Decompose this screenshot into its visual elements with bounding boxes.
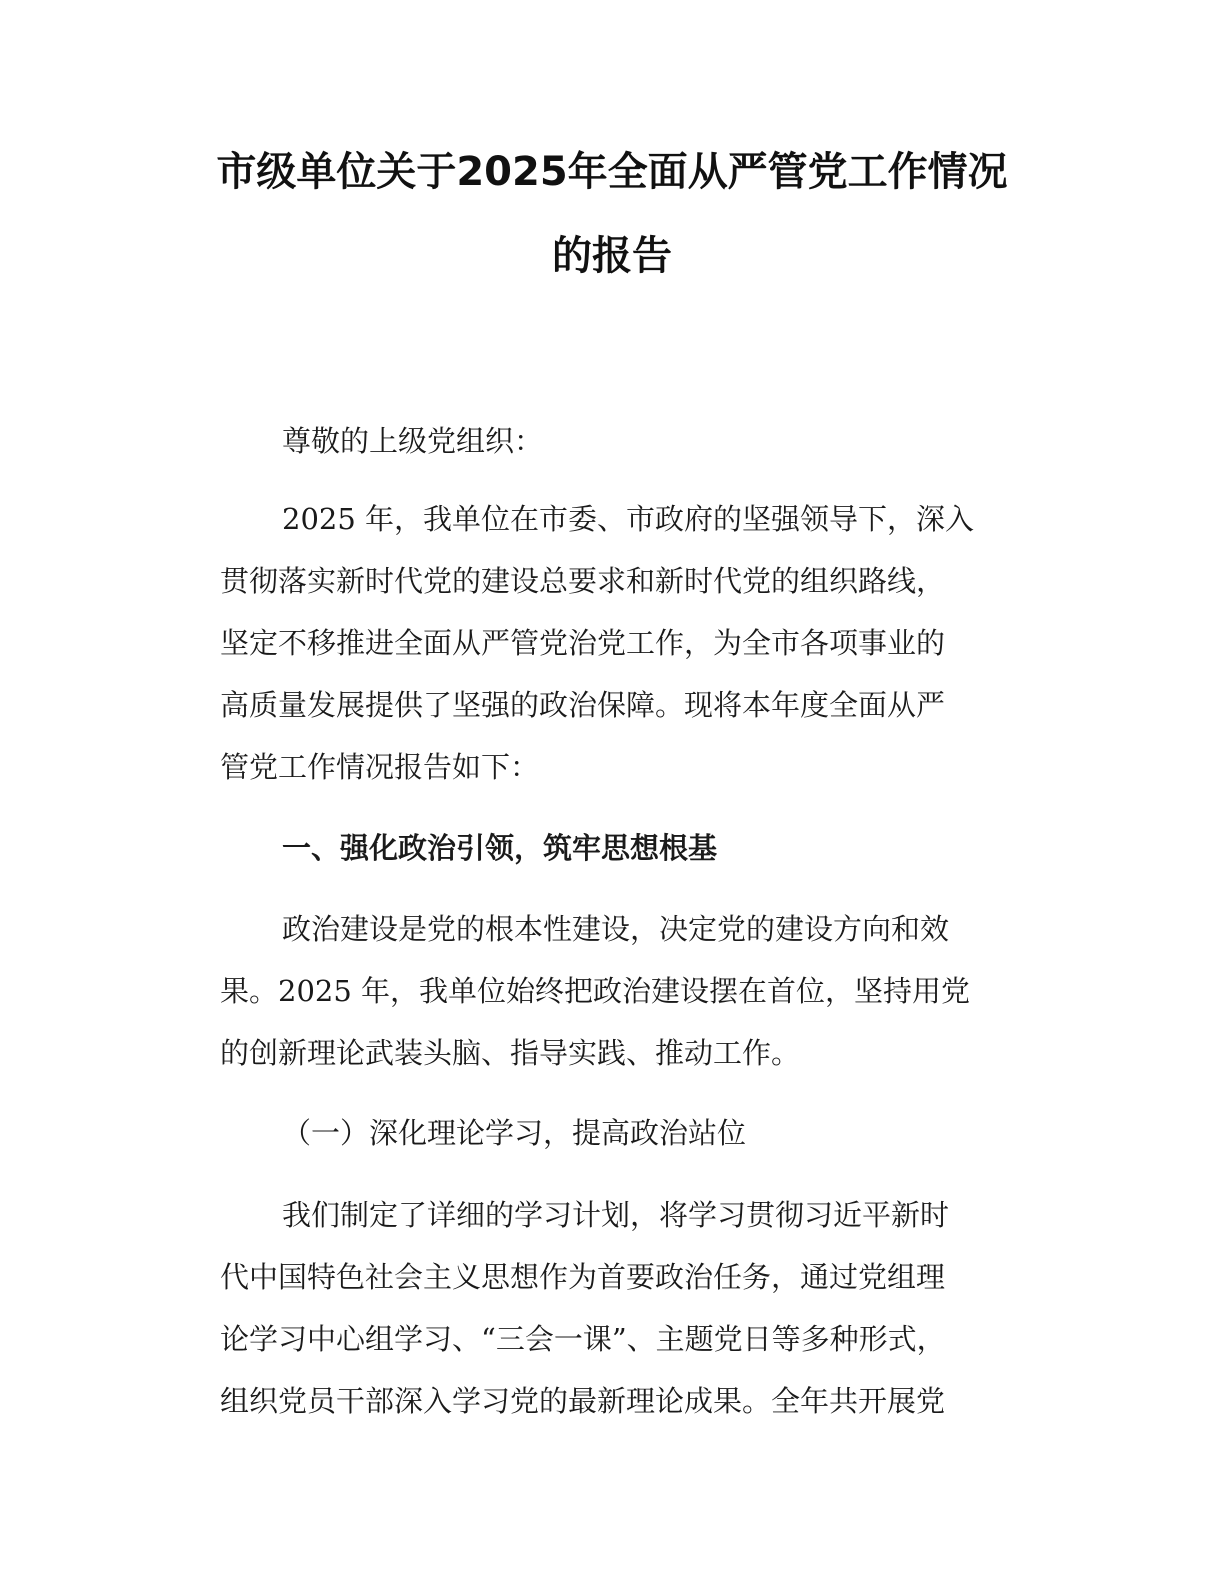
subsection-1-line-1: 我们制定了详细的学习计划，将学习贯彻习近平新时 [282,1198,950,1232]
salutation-text: 尊敬的上级党组织： [282,424,544,458]
subsection-1-body [220,1184,1016,1432]
section-1-line-1: 政治建设是党的根本性建设，决定党的建设方向和效 [282,912,950,946]
section-1-line-3: 的创新理论武装头脑、指导实践、推动工作。 [220,1036,801,1070]
subsection-1-line-4: 组织党员干部深入学习党的最新理论成果。全年共开展党 [220,1384,946,1418]
intro-paragraph [220,488,1016,798]
subsection-1-heading-text: （一）深化理论学习，提高政治站位 [282,1116,747,1150]
intro-line-2: 贯彻落实新时代党的建设总要求和新时代党的组织路线， [220,564,946,598]
section-1-line-2: 果。2025 年，我单位始终把政治建设摆在首位，坚持用党 [220,974,971,1008]
section-1-heading [220,817,1016,879]
intro-line-3: 坚定不移推进全面从严管党治党工作，为全市各项事业的 [220,626,946,660]
intro-line-5: 管党工作情况报告如下： [220,750,540,784]
section-1-body [220,898,1016,1084]
subsection-1-line-2: 代中国特色社会主义思想作为首要政治任务，通过党组理 [220,1260,946,1294]
section-1-heading-text: 一、强化政治引领，筑牢思想根基 [282,831,718,865]
intro-line-1: 2025 年，我单位在市委、市政府的坚强领导下，深入 [282,502,975,536]
salutation [220,410,1016,472]
document-title-line-2: 的报告 [552,233,672,279]
subsection-1-heading [220,1102,1016,1164]
document-title-line-1: 市级单位关于2025年全面从严管党工作情况 [216,149,1008,195]
intro-line-4: 高质量发展提供了坚强的政治保障。现将本年度全面从严 [220,688,946,722]
subsection-1-line-3: 论学习中心组学习、“三会一课”、主题党日等多种形式， [220,1322,946,1356]
